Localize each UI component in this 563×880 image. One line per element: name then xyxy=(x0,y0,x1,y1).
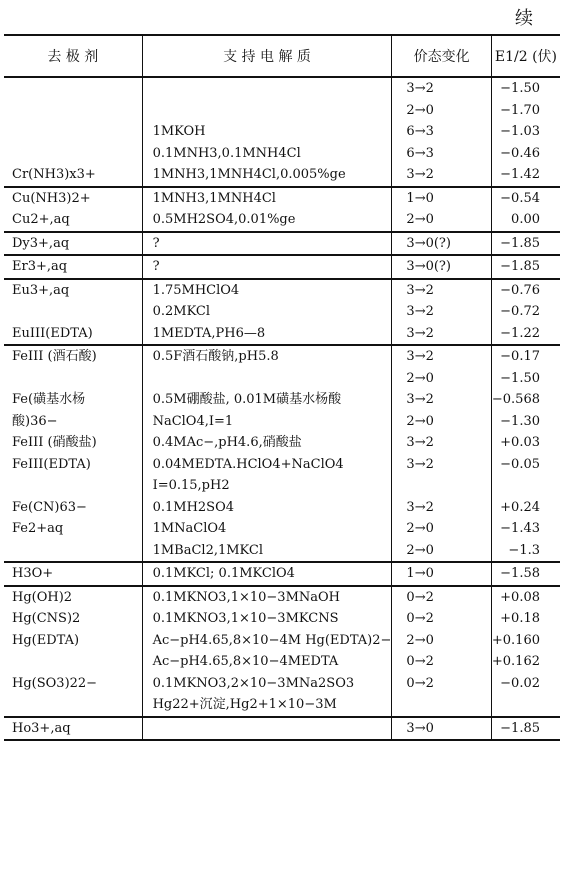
half-wave-potential-cell xyxy=(491,562,560,586)
electrolyte-text: 0.1MKNO3,2×10−3MNa2SO3 xyxy=(152,675,355,691)
valence-change-text: 3→2 xyxy=(406,499,434,515)
depolarizer-text: Fe(CN)63− xyxy=(12,499,87,515)
electrolyte-text: 0.5F酒石酸钠,pH5.8 xyxy=(152,349,279,364)
half-wave-potential-text: −1.50 xyxy=(500,81,540,96)
depolarizer-text: 酸)36− xyxy=(12,413,58,429)
half-wave-potential-text: +0.18 xyxy=(500,611,540,626)
half-wave-potential-text: −1.03 xyxy=(500,124,540,139)
valence-change-text: 3→2 xyxy=(406,81,434,96)
depolarizer-text: FeIII (硝酸盐) xyxy=(12,435,97,450)
depolarizer-text: Cu2+,aq xyxy=(12,212,70,227)
valence-change-text: 3→2 xyxy=(406,435,434,450)
table-row xyxy=(4,345,560,562)
electrolyte-text: 0.5MH2SO4,0.01%ge xyxy=(152,212,296,227)
table-row xyxy=(4,232,560,256)
half-wave-potential-text: −1.58 xyxy=(500,566,540,581)
depolarizer-text: Cr(NH3)x3+ xyxy=(12,167,96,182)
half-wave-potential-text: −1.85 xyxy=(500,235,540,251)
depolarizer-cell xyxy=(4,232,142,256)
valence-change-text: 2→0 xyxy=(406,542,434,558)
electrolyte-text: 0.1MKCl; 0.1MKClO4 xyxy=(152,566,295,581)
electrolyte-cell xyxy=(142,77,392,187)
half-wave-potential-text: −1.85 xyxy=(500,259,540,274)
electrolyte-text xyxy=(153,718,392,740)
electrolyte-text: 0.5M硼酸盐, 0.01M磺基水杨酸 xyxy=(152,392,342,407)
half-wave-potential-text: +0.08 xyxy=(500,589,540,605)
half-wave-potential-text: +0.24 xyxy=(500,499,540,515)
valence-change-text: 2→0 xyxy=(406,521,434,536)
half-wave-potential-text: −1.30 xyxy=(500,413,540,429)
electrolyte-cell xyxy=(142,586,392,717)
valence-change-text: 0→2 xyxy=(406,611,434,626)
valence-change-text xyxy=(406,475,490,497)
table-row xyxy=(4,255,560,279)
electrolyte-text: 1MEDTA,PH6—8 xyxy=(152,325,266,341)
electrolyte-text: 0.1MH2SO4 xyxy=(152,499,235,515)
valence-change-cell xyxy=(392,255,491,279)
half-wave-potential-text xyxy=(492,694,540,716)
half-wave-potential-cell xyxy=(491,279,560,346)
valence-change-text: 1→0 xyxy=(406,190,434,206)
depolarizer-text xyxy=(12,100,142,122)
depolarizer-text xyxy=(12,694,142,716)
valence-change-text: 3→2 xyxy=(406,282,434,298)
electrolyte-text xyxy=(153,78,392,100)
depolarizer-text: Hg(SO3)22− xyxy=(12,675,98,691)
half-wave-potential-text: −0.72 xyxy=(500,304,540,319)
half-wave-potential-text: −0.46 xyxy=(500,145,540,161)
depolarizer-text: Hg(CNS)2 xyxy=(12,611,81,626)
depolarizer-cell xyxy=(4,717,142,741)
electrolyte-text: 0.4MAc−,pH4.6,硝酸盐 xyxy=(152,435,302,450)
depolarizer-cell xyxy=(4,562,142,586)
half-wave-potential-text: 0.00 xyxy=(511,212,540,227)
electrolyte-cell xyxy=(142,232,392,256)
valence-change-cell xyxy=(392,187,491,232)
half-wave-potential-cell xyxy=(491,77,560,187)
valence-change-text: 2→0 xyxy=(406,413,434,429)
half-wave-potential-text: +0.03 xyxy=(500,435,540,450)
depolarizer-cell xyxy=(4,279,142,346)
valence-change-cell xyxy=(392,77,491,187)
valence-change-cell xyxy=(392,717,491,741)
electrolyte-text: 1MNH3,1MNH4Cl,0.005%ge xyxy=(152,167,346,182)
table-header-row xyxy=(4,35,560,77)
half-wave-potential-text: −0.05 xyxy=(500,456,540,472)
valence-change-text: 2→0 xyxy=(406,102,434,118)
polarography-table xyxy=(4,34,560,741)
depolarizer-cell xyxy=(4,255,142,279)
table-row xyxy=(4,717,560,741)
valence-change-text: 6→3 xyxy=(406,124,434,139)
depolarizer-text xyxy=(12,540,142,562)
valence-change-text: 2→0 xyxy=(406,212,434,227)
half-wave-potential-cell xyxy=(491,586,560,717)
valence-change-text xyxy=(406,694,490,716)
half-wave-potential-cell xyxy=(491,717,560,741)
electrolyte-text: I=0.15,pH2 xyxy=(152,478,230,493)
valence-change-text: 0→2 xyxy=(406,589,434,605)
depolarizer-text: Eu3+,aq xyxy=(12,282,70,298)
valence-change-text: 3→2 xyxy=(406,167,434,182)
depolarizer-text: FeIII (酒石酸) xyxy=(12,349,97,364)
half-wave-potential-text: −1.70 xyxy=(500,102,540,118)
depolarizer-text: Dy3+,aq xyxy=(12,235,70,251)
half-wave-potential-text: −0.76 xyxy=(500,282,540,298)
depolarizer-text: Hg(OH)2 xyxy=(12,589,73,605)
depolarizer-text: Fe2+aq xyxy=(12,521,64,536)
depolarizer-text xyxy=(12,121,142,143)
table-row xyxy=(4,77,560,187)
half-wave-potential-text: −1.42 xyxy=(500,167,540,182)
table-row xyxy=(4,187,560,232)
depolarizer-text xyxy=(12,368,142,390)
half-wave-potential-text: −1.3 xyxy=(508,542,540,558)
valence-change-text: 2→0 xyxy=(406,370,434,386)
valence-change-cell xyxy=(392,562,491,586)
electrolyte-text: Ac−pH4.65,8×10−4MEDTA xyxy=(152,654,339,669)
depolarizer-text: Hg(EDTA) xyxy=(12,632,80,648)
half-wave-potential-cell xyxy=(491,255,560,279)
electrolyte-text: 0.1MKNO3,1×10−3MKCNS xyxy=(152,611,339,626)
electrolyte-cell xyxy=(142,279,392,346)
valence-change-text: 3→2 xyxy=(406,392,434,407)
half-wave-potential-cell xyxy=(491,187,560,232)
header-half-wave: E1/2 (伏) xyxy=(491,35,560,77)
valence-change-text: 3→2 xyxy=(406,325,434,341)
depolarizer-text xyxy=(12,78,142,100)
table-row xyxy=(4,562,560,586)
depolarizer-text xyxy=(12,651,142,673)
electrolyte-text: Hg22+沉淀,Hg2+1×10−3M xyxy=(152,697,337,712)
valence-change-text: 6→3 xyxy=(406,145,434,161)
half-wave-potential-cell xyxy=(491,232,560,256)
half-wave-potential-text: −1.85 xyxy=(500,720,540,736)
valence-change-cell xyxy=(392,279,491,346)
electrolyte-text: 1MNaClO4 xyxy=(152,521,227,536)
depolarizer-text: H3O+ xyxy=(12,566,54,581)
electrolyte-text: Ac−pH4.65,8×10−4M Hg(EDTA)2− xyxy=(152,632,392,648)
electrolyte-text: 0.2MKCl xyxy=(152,304,211,319)
header-depolarizer: 去 极 剂 xyxy=(4,35,142,77)
electrolyte-text: ? xyxy=(152,259,160,274)
depolarizer-text xyxy=(12,143,142,165)
depolarizer-text xyxy=(12,475,142,497)
half-wave-potential-cell xyxy=(491,345,560,562)
electrolyte-cell xyxy=(142,717,392,741)
table-body xyxy=(4,77,560,740)
half-wave-potential-text: −0.568 xyxy=(491,392,540,407)
half-wave-potential-text: −0.54 xyxy=(500,190,540,206)
electrolyte-text: 1.75MHClO4 xyxy=(152,282,240,298)
valence-change-text: 0→2 xyxy=(406,675,434,691)
depolarizer-cell xyxy=(4,187,142,232)
depolarizer-text: Fe(磺基水杨 xyxy=(12,392,86,407)
electrolyte-text: 0.1MKNO3,1×10−3MNaOH xyxy=(152,589,341,605)
half-wave-potential-text: −0.02 xyxy=(500,675,540,691)
half-wave-potential-text: +0.160 xyxy=(491,632,540,648)
valence-change-text: 2→0 xyxy=(406,632,434,648)
depolarizer-text: EuIII(EDTA) xyxy=(12,325,93,341)
valence-change-text: 3→2 xyxy=(406,456,434,472)
half-wave-potential-text: +0.162 xyxy=(491,654,540,669)
table-row xyxy=(4,279,560,346)
depolarizer-text xyxy=(12,301,142,323)
valence-change-cell xyxy=(392,345,491,562)
half-wave-potential-text: −1.43 xyxy=(500,521,540,536)
valence-change-text: 3→0 xyxy=(406,720,434,736)
half-wave-potential-text: −1.22 xyxy=(500,325,540,341)
valence-change-text: 3→0(?) xyxy=(406,259,451,274)
electrolyte-text: 1MBaCl2,1MKCl xyxy=(152,542,264,558)
valence-change-text: 3→0(?) xyxy=(406,235,451,251)
depolarizer-text: Cu(NH3)2+ xyxy=(12,190,91,206)
electrolyte-cell xyxy=(142,255,392,279)
half-wave-potential-text xyxy=(492,475,540,497)
electrolyte-text: ? xyxy=(152,235,160,251)
half-wave-potential-text: −1.50 xyxy=(500,370,540,386)
electrolyte-cell xyxy=(142,345,392,562)
electrolyte-text: NaClO4,I=1 xyxy=(152,413,234,429)
half-wave-potential-text: −0.17 xyxy=(500,349,540,364)
header-electrolyte: 支 持 电 解 质 xyxy=(142,35,392,77)
continued-label: 续 xyxy=(515,8,533,29)
valence-change-text: 3→2 xyxy=(406,304,434,319)
depolarizer-text: Ho3+,aq xyxy=(12,720,71,736)
depolarizer-cell xyxy=(4,77,142,187)
electrolyte-text xyxy=(153,100,392,122)
header-valence: 价态变化 xyxy=(392,35,491,77)
depolarizer-text: FeIII(EDTA) xyxy=(12,456,91,472)
electrolyte-text: 0.1MNH3,0.1MNH4Cl xyxy=(152,145,301,161)
depolarizer-text: Er3+,aq xyxy=(12,259,68,274)
valence-change-cell xyxy=(392,586,491,717)
valence-change-cell xyxy=(392,232,491,256)
depolarizer-cell xyxy=(4,586,142,717)
depolarizer-cell xyxy=(4,345,142,562)
valence-change-text: 1→0 xyxy=(406,566,434,581)
valence-change-text: 0→2 xyxy=(406,654,434,669)
valence-change-text: 3→2 xyxy=(406,349,434,364)
electrolyte-cell xyxy=(142,562,392,586)
electrolyte-cell xyxy=(142,187,392,232)
electrolyte-text: 0.04MEDTA.HClO4+NaClO4 xyxy=(152,456,344,472)
electrolyte-text: 1MKOH xyxy=(152,124,206,139)
electrolyte-text: 1MNH3,1MNH4Cl xyxy=(152,190,276,206)
electrolyte-text xyxy=(153,368,392,390)
table-row xyxy=(4,586,560,717)
